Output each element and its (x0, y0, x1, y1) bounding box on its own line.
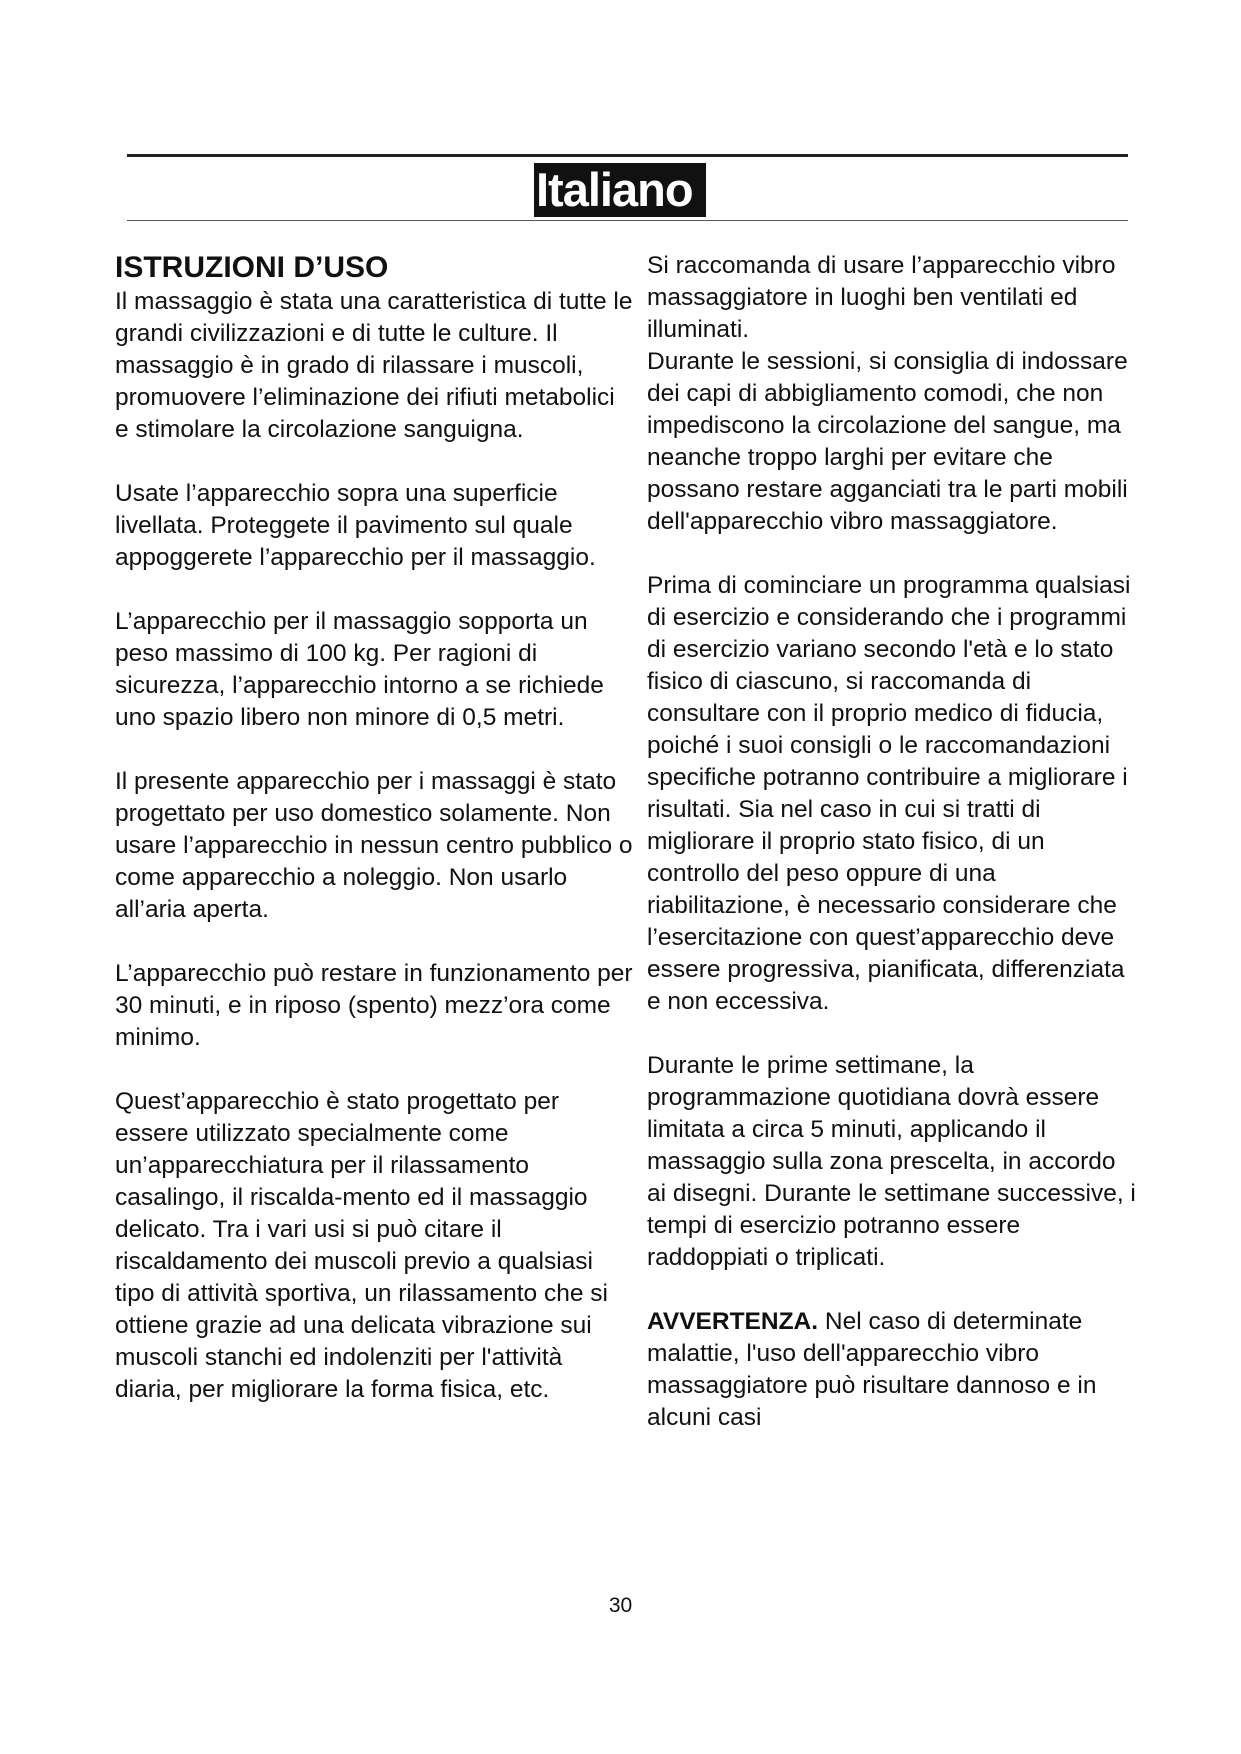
paragraph-clothing: Durante le sessioni, si consiglia di indossare dei capi di abbigliamento comodi, che non impediscono la circolazione del sangue, ma neanche troppo larghi per evitare che possano restare agganciati tra le parti mobili dell'apparecchio vibro massaggiatore. (647, 348, 1128, 535)
right-column (647, 250, 1137, 1434)
section-title: ISTRUZIONI D’USO (115, 251, 389, 284)
paragraph-surface: Usate l’apparecchio sopra una superficie livellata. Proteggete il pavimento sul quale appoggerete l’apparecchio per il massaggio. (115, 480, 596, 571)
left-column (115, 250, 635, 1406)
header-bottom-rule (127, 220, 1128, 221)
language-banner: Italiano (534, 163, 706, 217)
paragraph-purpose: Quest’apparecchio è stato progettato per essere utilizzato specialmente come un’apparecchiatura per il rilassamento casalingo, il riscalda-mento ed il massaggio delicato. Tra i vari usi si può citare il riscaldamento dei muscoli previo a qualsiasi tipo di attività sportiva, un rilassamento che si ottiene grazie ad una delicata vibrazione sui muscoli stanchi ed indolenziti per l'attività diaria, per migliorare la forma fisica, etc. (115, 1088, 608, 1403)
paragraph-first-weeks: Durante le prime settimane, la programmazione quotidiana dovrà essere limitata a circa 5 minuti, applicando il massaggio sulla zona prescelta, in accordo ai disegni. Durante le settimane successive, i tempi di esercizio potranno essere raddoppiati o triplicati. (647, 1052, 1136, 1271)
page-number: 30 (608, 1594, 633, 1617)
paragraph-run-time: L’apparecchio può restare in funzionamento per 30 minuti, e in riposo (spento) mezz’ora come minimo. (115, 960, 633, 1051)
header-top-rule (127, 154, 1128, 157)
paragraph-doctor-advice: Prima di cominciare un programma qualsiasi di esercizio e considerando che i programmi di esercizio variano secondo l'età e lo stato fisico di ciascuno, si raccomanda di consultare con il proprio medico di fiducia, poiché i suoi consigli o le raccomandazioni specifiche potranno contribuire a migliorare i risultati. Sia nel caso in cui si tratti di migliorare il proprio stato fisico, di un controllo del peso oppure di una riabilitazione, è necessario considerare che l’esercitazione con quest’apparecchio deve essere progressiva, pianificata, differenziata e non eccessiva. (647, 572, 1131, 1015)
warning-label: AVVERTENZA. (647, 1308, 819, 1335)
warning-paragraph (647, 1306, 1137, 1434)
paragraph-intro: Il massaggio è stata una caratteristica di tutte le grandi civilizzazioni e di tutte le culture. Il massaggio è in grado di rilassare i muscoli, promuovere l’eliminazione dei rifiuti metabolici e stimolare la circolazione sanguigna. (115, 288, 633, 443)
paragraph-ventilation: Si raccomanda di usare l’apparecchio vibro massaggiatore in luoghi ben ventilati ed illuminati. (647, 252, 1116, 343)
warning-text: Nel caso di determinate malattie, l'uso dell'apparecchio vibro massaggiatore può risultare dannoso e in alcuni casi (647, 1308, 1097, 1431)
paragraph-domestic-use: Il presente apparecchio per i massaggi è stato progettato per uso domestico solamente. Non usare l’apparecchio in nessun centro pubblico o come apparecchio a noleggio. Non usarlo all’aria aperta. (115, 768, 633, 923)
paragraph-weight: L’apparecchio per il massaggio sopporta un peso massimo di 100 kg. Per ragioni di sicurezza, l’apparecchio intorno a se richiede uno spazio libero non minore di 0,5 metri. (115, 608, 604, 731)
